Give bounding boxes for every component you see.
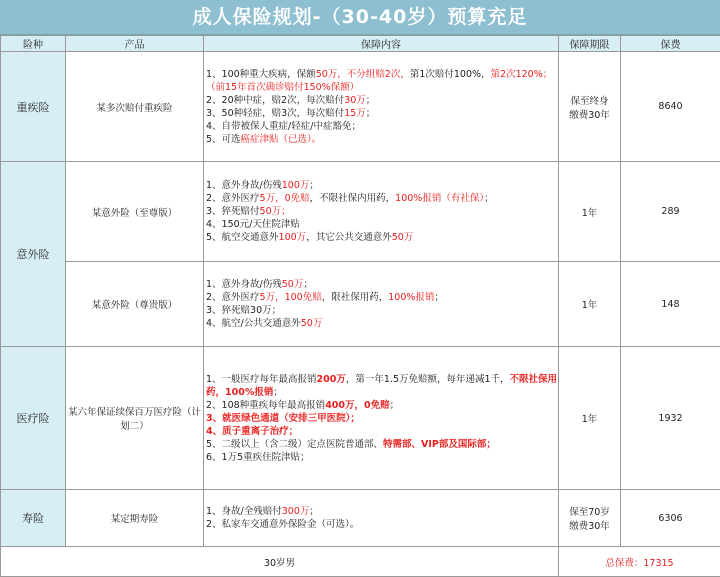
header-premium: 保费 [621, 36, 720, 52]
coverage-text: 特需部、VIP部及国际部； [383, 439, 496, 450]
header-product: 产品 [66, 36, 204, 52]
coverage-text: ； [303, 279, 313, 290]
coverage-text: 2、意外医疗 [206, 292, 260, 303]
coverage-text: 2、20种中症，赔2次，每次赔付 [206, 95, 344, 106]
product-cell: 某六年保证续保百万医疗险（计划二） [66, 347, 204, 490]
coverage-text: 100万 [282, 180, 310, 191]
term-text: 1年 [559, 297, 620, 311]
coverage-text: ，其它公共交通意外 [306, 232, 392, 243]
coverage-text: 4、质子重离子治疗； [206, 426, 298, 437]
kind-cell: 寿险 [1, 490, 66, 547]
coverage-line [206, 304, 558, 317]
coverage-text: ； [484, 193, 494, 204]
coverage-line [206, 107, 558, 120]
coverage-text: 50万 [301, 318, 323, 329]
coverage-text: 不限社保用药，100%报销 [206, 374, 557, 398]
coverage-text: 100%报销 [388, 292, 434, 303]
coverage-text: 400万，0免赔 [325, 400, 389, 411]
coverage-cell [204, 262, 559, 347]
header-term: 保障期限 [559, 36, 621, 52]
coverage-line [206, 438, 558, 451]
coverage-text: 第1次赔付100%， [410, 69, 491, 80]
coverage-line [206, 373, 558, 399]
term-text: 保至终身 [559, 93, 620, 107]
coverage-text: 3、50种轻症，赔3次，每次赔付 [206, 108, 344, 119]
term-cell [559, 347, 621, 490]
kind-cell: 医疗险 [1, 347, 66, 490]
term-text: 缴费30年 [559, 518, 620, 532]
coverage-line [206, 505, 558, 518]
coverage-text: 6、1万5重疾住院津贴； [206, 452, 310, 463]
coverage-text: 300万 [282, 506, 310, 517]
coverage-line [206, 81, 558, 94]
table-row [1, 162, 720, 262]
coverage-text: 50万 [282, 279, 304, 290]
product-cell: 某多次赔付重疾险 [66, 52, 204, 162]
term-cell [559, 262, 621, 347]
coverage-text: 50万 [392, 232, 414, 243]
premium-cell: 289 [621, 162, 720, 262]
table-row [1, 347, 720, 490]
coverage-text: 1、意外身故/伤残 [206, 180, 282, 191]
coverage-line [206, 133, 558, 146]
table-row [1, 52, 720, 162]
premium-cell: 6306 [621, 490, 720, 547]
term-text: 保至70岁 [559, 504, 620, 518]
coverage-line [206, 518, 558, 531]
coverage-text: （前15年首次确诊赔付150%保额） [206, 82, 359, 93]
product-cell: 某意外险（尊贵版） [66, 262, 204, 347]
coverage-text: 1、意外身故/伤残 [206, 279, 282, 290]
coverage-line [206, 399, 558, 412]
coverage-text: 200万 [317, 374, 346, 385]
coverage-text: 第2次120%； [491, 69, 553, 80]
coverage-text: ； [309, 506, 319, 517]
coverage-text: 1、100种重大疾病，保额 [206, 69, 316, 80]
coverage-text: ； [390, 400, 400, 411]
term-text: 1年 [559, 411, 620, 425]
footer-profile: 30岁男 [1, 547, 559, 577]
coverage-text: 1、身故/全残赔付 [206, 506, 282, 517]
coverage-text: 50万； [260, 206, 291, 217]
header-row [1, 36, 720, 52]
coverage-line [206, 278, 558, 291]
table-row [1, 490, 720, 547]
coverage-text: 3、就医绿色通道（安排三甲医院）； [206, 413, 360, 424]
page-title: 成人保险规划-（30-40岁）预算充足 [0, 0, 720, 35]
coverage-line [206, 317, 558, 330]
coverage-line [206, 179, 558, 192]
term-text: 缴费30年 [559, 107, 620, 121]
term-cell [559, 52, 621, 162]
coverage-line [206, 231, 558, 244]
coverage-text: 2、意外医疗 [206, 193, 260, 204]
table-row [1, 262, 720, 347]
premium-cell: 1932 [621, 347, 720, 490]
coverage-text: 5万，100免赔 [260, 292, 322, 303]
coverage-line [206, 68, 558, 81]
coverage-text: ，限社保用药， [322, 292, 389, 303]
coverage-text: ，不限社保内用药， [310, 193, 396, 204]
coverage-line [206, 205, 558, 218]
coverage-text: 15万 [344, 108, 366, 119]
coverage-text: 5、可选 [206, 134, 241, 145]
header-content: 保障内容 [204, 36, 559, 52]
coverage-cell [204, 52, 559, 162]
header-kind: 险种 [1, 36, 66, 52]
coverage-cell [204, 347, 559, 490]
coverage-text: 5、航空交通意外 [206, 232, 279, 243]
coverage-line [206, 218, 558, 231]
term-text: 1年 [559, 205, 620, 219]
term-cell [559, 162, 621, 262]
coverage-text: 4、航空/公共交通意外 [206, 318, 301, 329]
coverage-text: 5、二级以上（含二级）定点医院普通部、 [206, 439, 383, 450]
coverage-text: ； [366, 95, 376, 106]
coverage-text: ； [273, 387, 283, 398]
insurance-plan-table [0, 35, 720, 577]
kind-cell: 重疾险 [1, 52, 66, 162]
coverage-text: 3、猝死赔30万； [206, 305, 281, 316]
product-cell: 某定期寿险 [66, 490, 204, 547]
coverage-line [206, 94, 558, 107]
coverage-text: ； [434, 292, 444, 303]
coverage-text: ，第一年1.5万免赔额，每年递减1千， [346, 374, 510, 385]
coverage-text: ； [366, 108, 376, 119]
footer-row [1, 547, 720, 577]
coverage-text: 50万，不分组赔2次， [316, 69, 410, 80]
coverage-text: 3、猝死赔付 [206, 206, 260, 217]
coverage-text: 1、一般医疗每年最高报销 [206, 374, 317, 385]
coverage-text: 4、150元/天住院津贴 [206, 219, 300, 230]
coverage-line [206, 451, 558, 464]
kind-cell: 意外险 [1, 162, 66, 347]
coverage-line [206, 291, 558, 304]
coverage-text: 100%报销（有社保） [395, 193, 484, 204]
coverage-cell [204, 490, 559, 547]
coverage-line [206, 192, 558, 205]
coverage-text: 2、108种重疾每年最高报销 [206, 400, 325, 411]
premium-cell: 8640 [621, 52, 720, 162]
coverage-text: ； [309, 180, 319, 191]
coverage-text: 癌症津贴（已选）。 [241, 134, 322, 145]
footer-total-premium: 总保费：17315 [559, 547, 720, 577]
coverage-text: 4、自带被保人重症/轻症/中症豁免； [206, 121, 361, 132]
coverage-line [206, 425, 558, 438]
coverage-text: 30万 [344, 95, 366, 106]
coverage-text: 5万，0免赔 [260, 193, 310, 204]
premium-cell: 148 [621, 262, 720, 347]
term-cell [559, 490, 621, 547]
coverage-line [206, 120, 558, 133]
product-cell: 某意外险（至尊版） [66, 162, 204, 262]
coverage-text: 2、私家车交通意外保险金（可选）。 [206, 519, 359, 530]
coverage-text: 100万 [279, 232, 307, 243]
coverage-line [206, 412, 558, 425]
coverage-cell [204, 162, 559, 262]
